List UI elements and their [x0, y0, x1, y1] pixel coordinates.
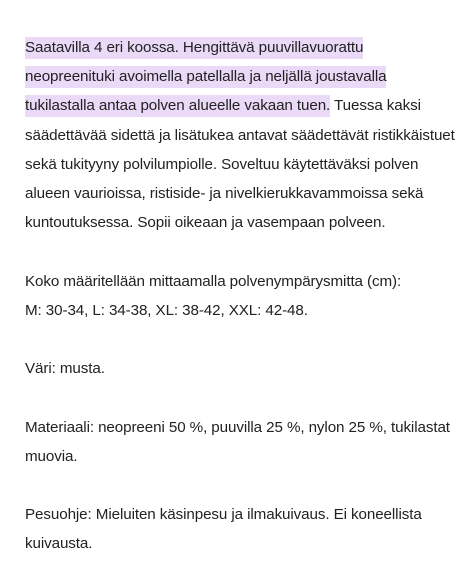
- description-paragraph: [25, 33, 455, 237]
- description-text: Tuessa kaksi säädettävää sidettä ja lisätukea antavat säädettävät ristikkäistuet sekä tukityyny polvilumpiolle. Soveltuu käytettäväksi polven alueen vaurioissa, ristiside- ja nivelkierukkavammoissa sekä kuntoutuksessa. Sopii oikeaan ja vasempaan polveen.: [25, 97, 455, 232]
- paragraph-spacer: [25, 471, 455, 500]
- size-list: M: 30-34, L: 34-38, XL: 38-42, XXL: 42-48.: [25, 301, 308, 319]
- color-line: Väri: musta.: [25, 360, 105, 378]
- care-instructions: Pesuohje: Mieluiten käsinpesu ja ilmakuivaus. Ei koneellista kuivausta.: [25, 506, 422, 553]
- size-intro: Koko määritellään mittaamalla polvenympärysmitta (cm):: [25, 272, 402, 290]
- paragraph-spacer: [25, 237, 455, 266]
- material-line: Materiaali: neopreeni 50 %, puuvilla 25 %, nylon 25 %, tukilastat muovia.: [25, 418, 450, 465]
- product-description: [25, 33, 455, 559]
- size-paragraph: [25, 267, 455, 325]
- paragraph-spacer: [25, 383, 455, 412]
- paragraph-spacer: [25, 325, 455, 354]
- highlighted-text[interactable]: Saatavilla 4 eri koossa. Hengittävä puuvillavuorattu neopreenituki avoimella patellalla ja neljällä joustavalla tukilastalla antaa polven alueelle vakaan tuen.: [25, 37, 386, 117]
